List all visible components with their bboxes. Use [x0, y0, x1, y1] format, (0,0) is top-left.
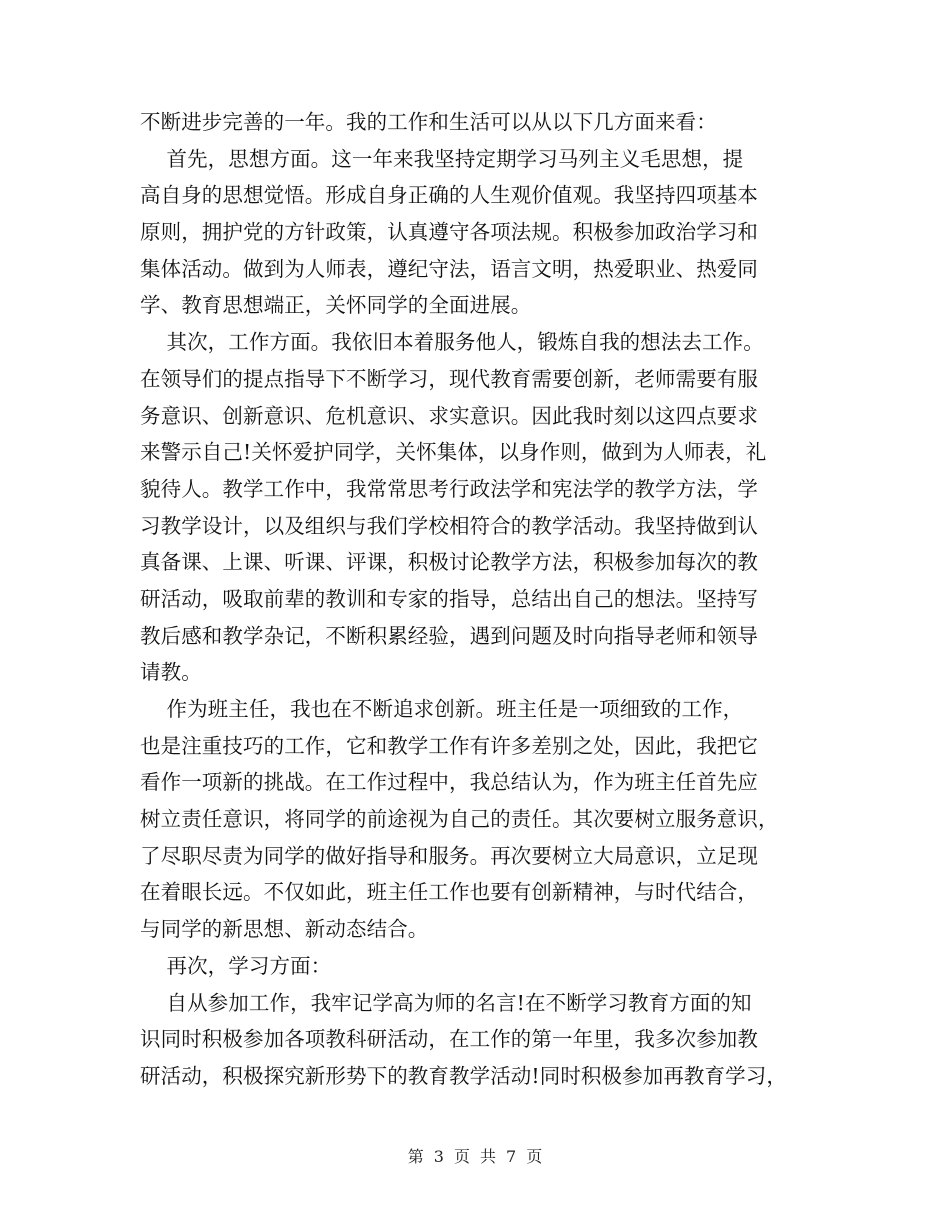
text-line: 习教学设计，以及组织与我们学校相符合的教学活动。我坚持做到认: [140, 513, 758, 538]
text-line: 教后感和教学杂记，不断积累经验，遇到问题及时向指导老师和领导: [140, 623, 758, 648]
text-line: 研活动，吸取前辈的教训和专家的指导，总结出自己的想法。坚持写: [140, 586, 758, 611]
text-line: 识同时积极参加各项教科研活动，在工作的第一年里，我多次参加教: [140, 1027, 758, 1052]
total-label: 共: [480, 1147, 497, 1166]
text-line: 再次，学习方面：: [140, 953, 332, 978]
text-line: 请教。: [140, 660, 202, 685]
text-line: 作为班主任，我也在不断追求创新。班主任是一项细致的工作，: [140, 697, 744, 721]
text-line: 自从参加工作，我牢记学高为师的名言!在不断学习教育方面的知: [140, 990, 752, 1015]
current-page-number: 3: [433, 1147, 444, 1166]
page-label-prefix: 第: [407, 1147, 424, 1166]
text-line: 其次，工作方面。我依旧本着服务他人，锻炼自我的想法去工作。: [140, 330, 764, 355]
text-line: 了尽职尽责为同学的做好指导和服务。再次要树立大局意识，立足现: [140, 843, 758, 868]
page-label-mid: 页: [453, 1147, 470, 1166]
text-line: 貌待人。教学工作中，我常常思考行政法学和宪法学的教学方法，学: [140, 476, 758, 501]
text-line: 学、教育思想端正，关怀同学的全面进展。: [140, 293, 532, 318]
text-line: 在着眼长远。不仅如此，班主任工作也要有创新精神，与时代结合，: [140, 880, 758, 905]
total-pages-number: 7: [506, 1147, 517, 1166]
text-line: 看作一项新的挑战。在工作过程中，我总结认为，作为班主任首先应: [140, 770, 758, 795]
text-line: 务意识、创新意识、危机意识、求实意识。因此我时刻以这四点要求: [140, 403, 758, 428]
text-line: 原则，拥护党的方针政策，认真遵守各项法规。积极参加政治学习和: [140, 220, 758, 245]
text-line: 在领导们的提点指导下不断学习，现代教育需要创新，老师需要有服: [140, 366, 758, 391]
text-line: 集体活动。做到为人师表，遵纪守法，语言文明，热爱职业、热爱同: [140, 256, 758, 281]
text-line: 高自身的思想觉悟。形成自身正确的人生观价值观。我坚持四项基本: [140, 183, 758, 208]
text-line: 研活动，积极探究新形势下的教育教学活动!同时积极参加再教育学习，: [140, 1063, 787, 1088]
text-line: 首先，思想方面。这一年来我坚持定期学习马列主义毛思想，提: [140, 146, 744, 171]
page-label-suffix: 页: [526, 1147, 543, 1166]
text-line: 也是注重技巧的工作，它和教学工作有许多差别之处，因此，我把它: [140, 733, 758, 758]
page-footer: [0, 1142, 950, 1172]
text-line: 树立责任意识，将同学的前途视为自己的责任。其次要树立服务意识，: [140, 807, 779, 832]
text-line: 与同学的新思想、新动态结合。: [140, 917, 429, 942]
text-line: 来警示自己!关怀爱护同学，关怀集体，以身作则，做到为人师表，礼: [140, 440, 767, 465]
document-body: [140, 104, 820, 1095]
text-line: 真备课、上课、听课、评课，积极讨论教学方法，积极参加每次的教: [140, 550, 758, 575]
text-line: 不断进步完善的一年。我的工作和生活可以从以下几方面来看：: [140, 110, 717, 134]
